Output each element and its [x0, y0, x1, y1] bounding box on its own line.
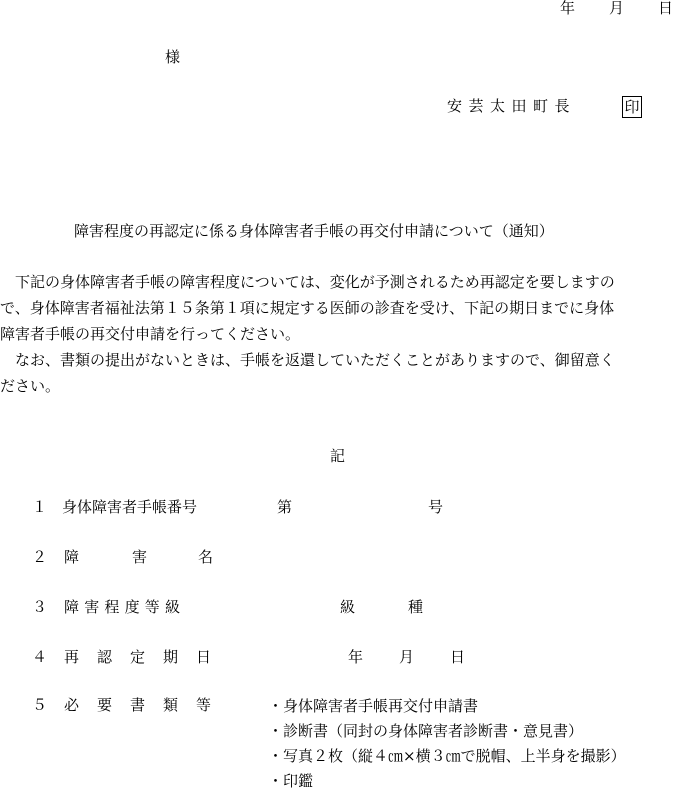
- item-label-char: 名: [198, 548, 214, 566]
- item-label: 障害程度等級: [64, 598, 186, 616]
- seal-stamp: 印: [622, 96, 642, 118]
- item-number: ２: [32, 548, 48, 566]
- year-label: 年: [348, 648, 364, 666]
- item-number: ５: [32, 696, 48, 714]
- number-suffix: 号: [428, 498, 444, 516]
- item-number: １: [32, 498, 48, 516]
- day-label: 日: [658, 0, 674, 17]
- item-number: ３: [32, 598, 48, 616]
- document-item: ・印鑑: [268, 772, 314, 790]
- item-label-char: 障: [64, 548, 80, 566]
- item-label: 再認定期日: [64, 648, 230, 666]
- day-label: 日: [450, 648, 466, 666]
- body-line: で、身体障害者福祉法第１５条第１項に規定する医師の診査を受け、下記の期日までに身体: [0, 299, 615, 317]
- year-label: 年: [560, 0, 576, 17]
- document-item: ・写真２枚（縦４㎝×横３㎝で脱帽、上半身を撮影）: [268, 747, 626, 765]
- list-item: [0, 496, 674, 518]
- issuer-name: 安芸太田町長: [447, 97, 577, 115]
- body-paragraph: [0, 269, 674, 399]
- document-item: ・診断書（同封の身体障害者診断書・意見書）: [268, 722, 584, 740]
- required-documents-list: [268, 694, 626, 794]
- grade-label: 級: [340, 598, 356, 616]
- ki-heading: 記: [330, 447, 346, 465]
- month-label: 月: [399, 648, 415, 666]
- body-line: 障害者手帳の再交付申請を行ってください。: [0, 325, 301, 343]
- document-item: ・身体障害者手帳再交付申請書: [268, 697, 479, 715]
- body-line: 下記の身体障害者手帳の障害程度については、変化が予測されるため再認定を要しますの: [0, 273, 615, 291]
- body-line: ださい。: [0, 377, 61, 395]
- type-label: 種: [408, 598, 424, 616]
- list-item: [0, 596, 674, 618]
- body-line: なお、書類の提出がないときは、手帳を返還していただくことがありますので、御留意く: [0, 351, 615, 369]
- item-label: 身体障害者手帳番号: [62, 498, 198, 516]
- item-number: ４: [32, 648, 48, 666]
- addressee-suffix: 様: [165, 48, 181, 66]
- number-prefix: 第: [277, 498, 293, 516]
- list-item: [0, 546, 674, 568]
- document-title: 障害程度の再認定に係る身体障害者手帳の再交付申請について（通知）: [74, 222, 554, 240]
- month-label: 月: [609, 0, 625, 17]
- item-label: 必要書類等: [64, 696, 230, 714]
- item-label-char: 害: [132, 548, 148, 566]
- list-item: [0, 646, 674, 668]
